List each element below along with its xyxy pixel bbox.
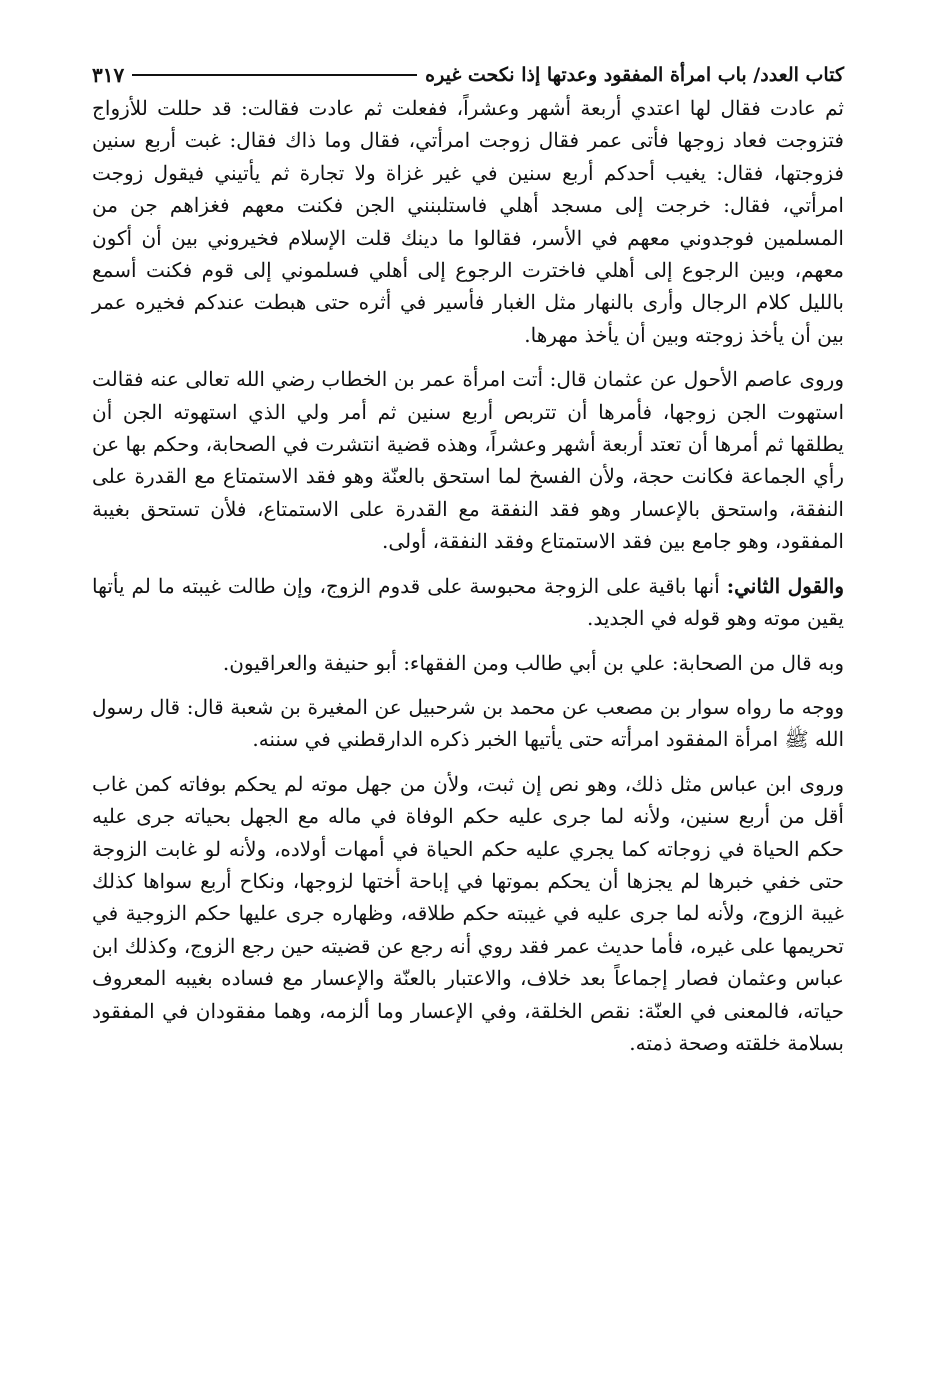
paragraph-text: ثم عادت فقال لها اعتدي أربعة أشهر وعشراً، ففعلت ثم عادت فقالت: قد حللت للأزواج فتزوجت فعاد زوجها فأتى عمر فقال زوجت امرأتي، فقال وما ذاك فقال: غبت أربع سنين فزوجتها، فقال: يغيب أحدكم أربع سنين في غير غزاة ولا تجارة ثم يأتيني فيقول زوجت امرأتي، فقال: خرجت إلى مسجد أهلي فاستلبنني الجن فكنت معهم فغزاهم جن من المسلمين فوجدوني معهم في الأسر، فقالوا ما دينك قلت الإسلام فخيروني بين أن أكون معهم، وبين الرجوع إلى أهلي فاخترت الرجوع إلى أهلي فسلموني إلى قوم فكنت أسمع بالليل كلام الرجال وأرى بالنهار مثل الغبار فأسير في أثره حتى هبطت عندكم فخيره عمر بين أن يأخذ زوجته وبين أن يأخذ مهرها. [92,96,845,347]
paragraph-text: وروى ابن عباس مثل ذلك، وهو نص إن ثبت، ولأن من جهل موته لم يحكم بوفاته كمن غاب أقل من أربع سنين، ولأنه لما جرى عليه حكم الوفاة في ماله مع الجهل بحياته جرى عليه حكم الحياة في زوجاته كما يجري عليه حكم الحياة في أمهات أولاده، ولأنه لو غابت الزوجة حتى خفي خبرها لم يجزها أن يحكم بموتها في إباحة أختها لزوجها، ونكاح أربع سواها كذلك غيبة الزوج، ولأنه لما جرى عليه في غيبته حكم طلاقه، وظهاره جرى عليها حكم الزوجية في تحريمها على غيره، فأما حديث عمر فقد روي أنه رجع عن قضيته حين رجع الزوج، وكذلك ابن عباس وعثمان فصار إجماعاً بعد خلاف، والاعتبار بالعنّة والإعسار مع فساده بغيبه المعروف حياته، فالمعنى في العنّة: نقص الخلقة، وفي الإعسار وما ألزمه، وهما مفقودان في المفقود بسلامة خلقته وصحة ذمته. [92,771,844,1055]
page-number: ٣١٧ [92,63,125,87]
paragraph-text: ووجه ما رواه سوار بن مصعب عن محمد بن شرحبيل عن المغيرة بن شعبة قال: قال رسول الله ﷺ امرأة المفقود امرأته حتى يأتيها الخبر ذكره الدارقطني في سننه. [92,694,844,752]
paragraph-text: وبه قال من الصحابة: علي بن أبي طالب ومن الفقهاء: أبو حنيفة والعراقيون. [222,650,844,675]
paragraph-text: وروى عاصم الأحول عن عثمان قال: أتت امرأة عمر بن الخطاب رضي الله تعالى عنه فقالت استهوت الجن زوجها، فأمرها أن تتربص أربع سنين ثم أمر ولي الذي استهوته الجن أن يطلقها ثم أمرها أن تعتد أربعة أشهر وعشراً، وهذه قضية انتشرت في الصحابة، وحكم بها عن رأي الجماعة فكانت حجة، ولأن الفسخ لما استحق بالعنّة وهو فقد الاستمتاع مع القدرة على النفقة، واستحق بالإعسار وهو فقد النفقة مع القدرة على الاستمتاع، فلأن تستحق بغيبة المفقود، وهو جامع بين فقد الاستمتاع وفقد النفقة، أولى. [92,367,844,554]
running-header [92,62,844,88]
chapter-title: كتاب العدد/ باب امرأة المفقود وعدتها إذا نكحت غيره [425,64,844,86]
paragraph-3 [92,570,844,635]
header-rule [132,74,417,76]
paragraph-6 [92,768,844,1060]
paragraph-5 [92,691,844,756]
paragraph-lead: والقول الثاني: [726,573,844,598]
paragraph-text: أنها باقية على الزوجة محبوسة على قدوم الزوج، وإن طالت غيبته ما لم يأتها يقين موته وهو قوله في الجديد. [92,573,844,631]
paragraph-2 [92,363,844,557]
book-page [92,62,844,1059]
paragraph-1 [92,92,844,351]
paragraph-4 [92,647,844,679]
